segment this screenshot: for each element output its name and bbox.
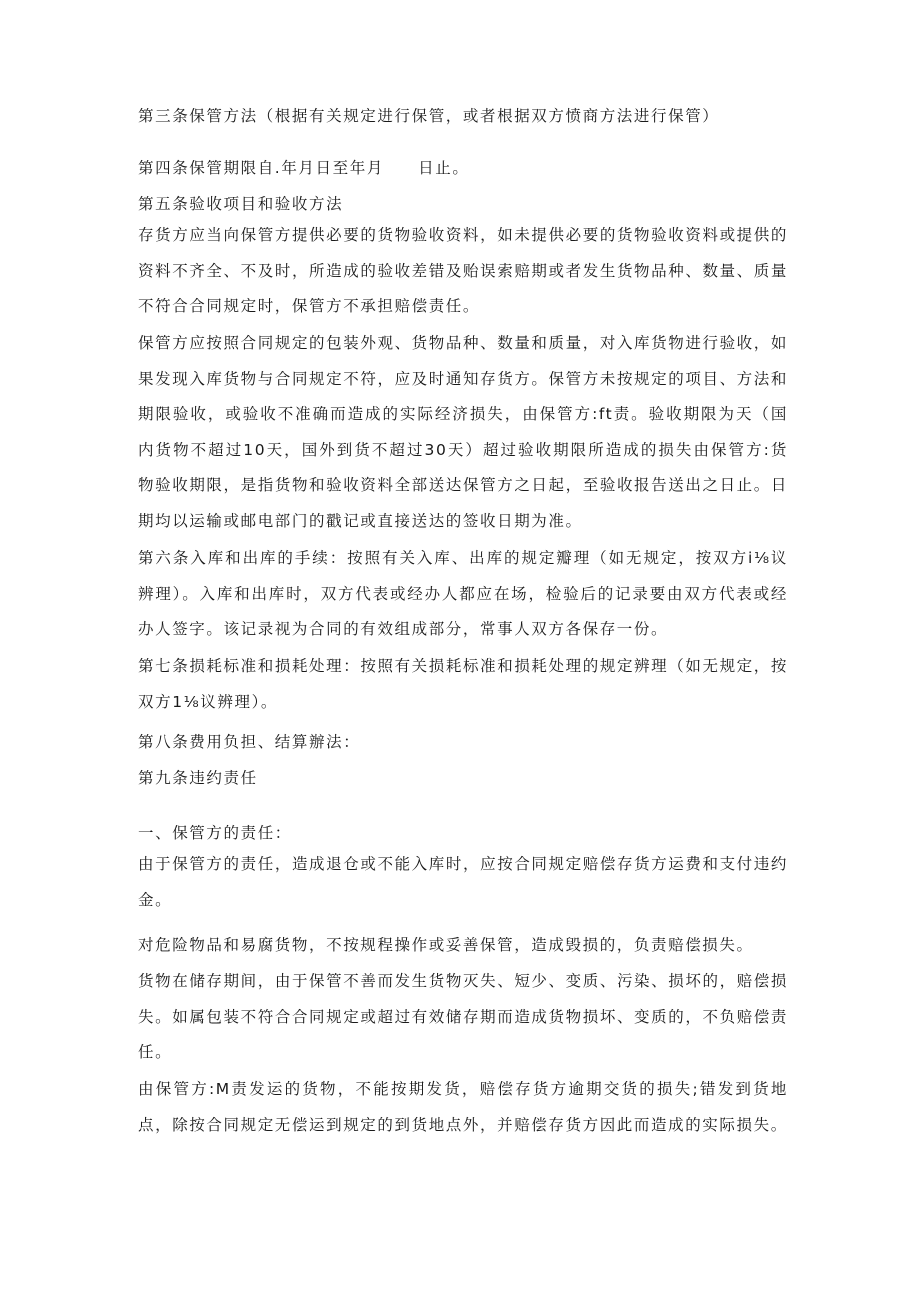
- article-6-warehousing-procedures: 第六条入库和出库的手续：按照有关入库、出库的规定瓣理（如无规定，按双方i⅛议辨理）。入库和出库时，双方代表或经办人都应在场，检验后的记录要由双方代表或经办人签字。该记录视为合同的有效组成部分，常事人双方各保存一份。: [138, 549, 788, 638]
- article-9-heading: 第九条违约责任: [138, 769, 258, 787]
- section-custodian-liability: 一、保管方的责任：: [138, 824, 292, 842]
- paragraph-hazardous-goods: 对危险物品和易腐货物，不按规程操作或妥善保管，造成毁损的，负责赔偿损失。: [138, 936, 754, 954]
- article-7-loss-standards: 第七条损耗标准和损耗处理：按照有关损耗标准和损耗处理的规定辨理（如无规定，按双方1⅛议辨理）。: [138, 657, 788, 711]
- article-3-storage-method: 第三条保管方法（根据有关规定进行保管，或者根据双方愤商方法进行保管）: [138, 107, 720, 125]
- article-8-fees-settlement: 第八条费用负担、结算辦法：: [138, 733, 361, 751]
- paragraph-refusal-compensation: 由于保管方的责任，造成退仓或不能入库时，应按合同规定赔偿存货方运费和支付违约金。: [138, 855, 788, 909]
- paragraph-inspection-materials: 存货方应当向保管方提供必要的货物验收资料，如未提供必要的货物验收资料或提供的资料不齐全、不及时，所造成的验收差错及贻误索赔期或者发生货物品种、数量、质量不符合合同规定时，保管方不承担赔偿责任。: [138, 226, 788, 315]
- article-5-heading: 第五条验收项目和验收方法: [138, 195, 344, 213]
- paragraph-storage-damage: 货物在储存期间，由于保管不善而发生货物灭失、短少、变质、污染、损坏的，赔偿损失。如属包装不符合合同规定或超过有效储存期而造成货物损坏、变质的，不负赔偿责任。: [138, 972, 788, 1061]
- article-4-storage-period: 第四条保管期限自.年月日至年月 日止。: [138, 159, 470, 177]
- paragraph-inspection-procedure: 保管方应按照合同规定的包装外观、货物品种、数量和质量，对入库货物进行验收，如果发现入库货物与合同规定不符，应及时通知存货方。保管方未按规定的项目、方法和期限验收，或验收不准确而造成的实际经济损失，由保管方:ft责。验收期限为天（国内货物不超过10天，国外到货不超过30天）超过验收期限所造成的损失由保管方:货物验收期限，是指货物和验收资料全部送达保管方之日起，至验收报告送出之日止。日期均以运输或邮电部门的戳记或直接送达的签收日期为准。: [138, 334, 788, 530]
- paragraph-shipping-delay: 由保管方:M责发运的货物，不能按期发货，赔偿存货方逾期交货的损失;错发到货地点，除按合同规定无偿运到规定的到货地点外，并赔偿存货方因此而造成的实际损失。: [138, 1080, 788, 1134]
